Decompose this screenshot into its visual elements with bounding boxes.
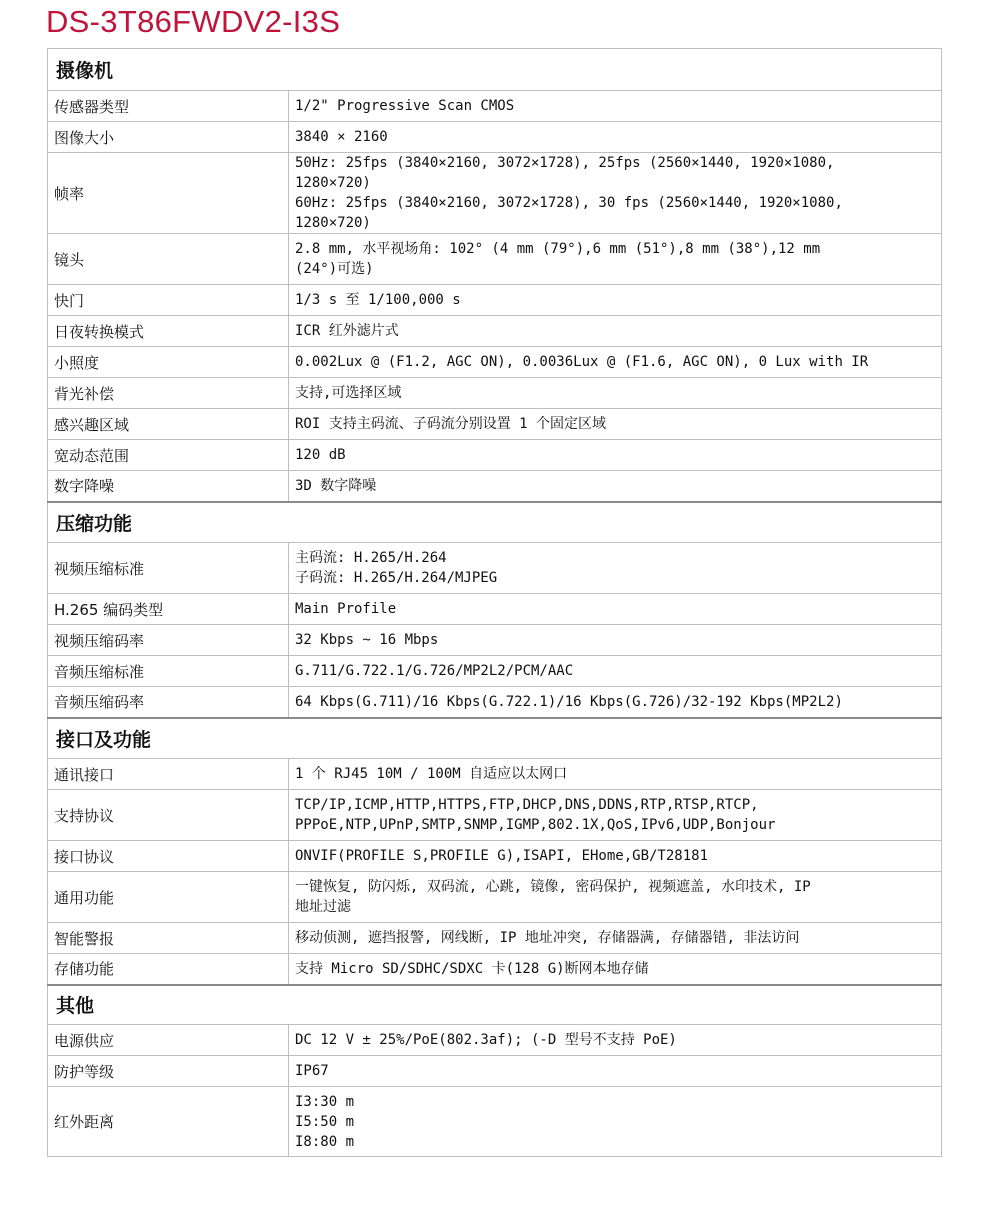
spec-value-line: 1/3 s 至 1/100,000 s xyxy=(295,292,461,308)
spec-value xyxy=(289,1025,942,1056)
spec-row xyxy=(48,153,942,234)
spec-row xyxy=(48,687,942,718)
spec-value-line: I3:30 m xyxy=(295,1093,355,1110)
spec-value-line: PPPoE,NTP,UPnP,SMTP,SNMP,IGMP,802.1X,QoS,IPv6,UDP,Bonjour xyxy=(295,817,776,833)
spec-value-line: 1280×720) xyxy=(295,175,371,191)
spec-row xyxy=(48,316,942,347)
spec-value xyxy=(289,471,942,502)
spec-value-line: TCP/IP,ICMP,HTTP,HTTPS,FTP,DHCP,DNS,DDNS,RTP,RTSP,RTCP, xyxy=(295,797,759,813)
spec-value-line: 120 dB xyxy=(295,447,346,463)
spec-row xyxy=(48,285,942,316)
spec-value-line: I8:80 m xyxy=(295,1133,355,1150)
spec-label: 图像大小 xyxy=(48,122,289,153)
spec-value xyxy=(289,409,942,440)
spec-value-line: ROI 支持主码流、子码流分别设置 1 个固定区域 xyxy=(295,416,606,432)
spec-value-line: 1 个 RJ45 10M / 100M 自适应以太网口 xyxy=(295,766,568,782)
spec-value-line: Main Profile xyxy=(295,601,397,617)
spec-label: 存储功能 xyxy=(48,954,289,985)
spec-label: 快门 xyxy=(48,285,289,316)
spec-value xyxy=(289,234,942,285)
spec-value-line: 地址过滤 xyxy=(295,899,351,915)
spec-label: 红外距离 xyxy=(48,1087,289,1157)
spec-row xyxy=(48,378,942,409)
spec-label: 日夜转换模式 xyxy=(48,316,289,347)
spec-row xyxy=(48,872,942,923)
spec-value-line: 3D 数字降噪 xyxy=(295,477,377,494)
spec-value xyxy=(289,841,942,872)
spec-value xyxy=(289,440,942,471)
spec-row xyxy=(48,625,942,656)
spec-label: 感兴趣区域 xyxy=(48,409,289,440)
spec-row xyxy=(48,122,942,153)
spec-row xyxy=(48,409,942,440)
spec-row xyxy=(48,440,942,471)
spec-value-line: 支持 Micro SD/SDHC/SDXC 卡(128 G)断网本地存储 xyxy=(295,960,649,977)
spec-value-line: 子码流: H.265/H.264/MJPEG xyxy=(295,570,498,586)
spec-value xyxy=(289,122,942,153)
spec-value-line: DC 12 V ± 25%/PoE(802.3af); (-D 型号不支持 PoE) xyxy=(295,1032,677,1048)
section-header xyxy=(48,985,942,1025)
spec-value xyxy=(289,687,942,718)
spec-label: 音频压缩标准 xyxy=(48,656,289,687)
spec-row xyxy=(48,234,942,285)
spec-value-line: 0.002Lux @ (F1.2, AGC ON), 0.0036Lux @ (F1.6, AGC ON), 0 Lux with IR xyxy=(295,354,869,370)
spec-row xyxy=(48,1087,942,1157)
section-header xyxy=(48,718,942,759)
spec-label: 通讯接口 xyxy=(48,759,289,790)
spec-value-line: IP67 xyxy=(295,1063,329,1079)
spec-value-line: 50Hz: 25fps (3840×2160, 3072×1728), 25fps (2560×1440, 1920×1080, xyxy=(295,155,835,171)
spec-value-line: ONVIF(PROFILE S,PROFILE G),ISAPI, EHome,GB/T28181 xyxy=(295,848,709,864)
spec-row xyxy=(48,759,942,790)
spec-label: 电源供应 xyxy=(48,1025,289,1056)
spec-row xyxy=(48,923,942,954)
spec-value xyxy=(289,543,942,594)
section-title: 摄像机 xyxy=(48,49,942,91)
spec-value-line: 一键恢复, 防闪烁, 双码流, 心跳, 镜像, 密码保护, 视频遮盖, 水印技术, IP xyxy=(295,879,811,895)
spec-row xyxy=(48,91,942,122)
spec-row xyxy=(48,841,942,872)
spec-value xyxy=(289,923,942,954)
spec-value-line: 移动侦测, 遮挡报警, 网线断, IP 地址冲突, 存储器满, 存储器错, 非法访问 xyxy=(295,930,800,946)
spec-value xyxy=(289,790,942,841)
section-title: 其他 xyxy=(48,985,942,1025)
spec-label: 智能警报 xyxy=(48,923,289,954)
section-header xyxy=(48,49,942,91)
spec-value xyxy=(289,872,942,923)
spec-row xyxy=(48,790,942,841)
spec-value-line: 支持,可选择区域 xyxy=(295,385,402,401)
spec-label: 视频压缩标准 xyxy=(48,543,289,594)
spec-label: 接口协议 xyxy=(48,841,289,872)
spec-label: 小照度 xyxy=(48,347,289,378)
spec-row xyxy=(48,594,942,625)
spec-value-line: 3840 × 2160 xyxy=(295,129,388,145)
spec-value-line: 64 Kbps(G.711)/16 Kbps(G.722.1)/16 Kbps(G.726)/32-192 Kbps(MP2L2) xyxy=(295,693,843,710)
spec-row xyxy=(48,954,942,985)
spec-value xyxy=(289,378,942,409)
spec-row xyxy=(48,543,942,594)
spec-value xyxy=(289,625,942,656)
spec-value xyxy=(289,954,942,985)
spec-value xyxy=(289,316,942,347)
spec-row xyxy=(48,347,942,378)
spec-label: 支持协议 xyxy=(48,790,289,841)
spec-value xyxy=(289,347,942,378)
spec-value xyxy=(289,594,942,625)
spec-label: 防护等级 xyxy=(48,1056,289,1087)
spec-label: 帧率 xyxy=(48,153,289,234)
spec-value-line: 32 Kbps ~ 16 Mbps xyxy=(295,632,439,648)
spec-value xyxy=(289,656,942,687)
spec-value xyxy=(289,759,942,790)
product-title: DS-3T86FWDV2-I3S xyxy=(46,4,341,39)
spec-value-line: I5:50 m xyxy=(295,1113,355,1130)
spec-label: H.265 编码类型 xyxy=(48,594,289,625)
spec-value xyxy=(289,91,942,122)
spec-label: 镜头 xyxy=(48,234,289,285)
spec-table xyxy=(47,48,942,1157)
spec-label: 通用功能 xyxy=(48,872,289,923)
spec-value xyxy=(289,1056,942,1087)
spec-value-line: 1/2" Progressive Scan CMOS xyxy=(295,98,515,114)
spec-value xyxy=(289,1087,942,1157)
spec-label: 宽动态范围 xyxy=(48,440,289,471)
spec-label: 背光补偿 xyxy=(48,378,289,409)
spec-value-line: (24°)可选) xyxy=(295,261,374,277)
spec-row xyxy=(48,471,942,502)
spec-label: 视频压缩码率 xyxy=(48,625,289,656)
spec-label: 数字降噪 xyxy=(48,471,289,502)
section-title: 压缩功能 xyxy=(48,502,942,543)
spec-label: 音频压缩码率 xyxy=(48,687,289,718)
spec-value-line: 主码流: H.265/H.264 xyxy=(295,550,447,566)
section-title: 接口及功能 xyxy=(48,718,942,759)
spec-value-line: ICR 红外滤片式 xyxy=(295,323,399,339)
spec-value-line: 1280×720) xyxy=(295,215,371,231)
spec-row xyxy=(48,1056,942,1087)
spec-value-line: 2.8 mm, 水平视场角: 102° (4 mm (79°),6 mm (51°),8 mm (38°),12 mm xyxy=(295,241,821,257)
spec-value-line: 60Hz: 25fps (3840×2160, 3072×1728), 30 fps (2560×1440, 1920×1080, xyxy=(295,195,843,211)
spec-row xyxy=(48,656,942,687)
spec-label: 传感器类型 xyxy=(48,91,289,122)
spec-value-line: G.711/G.722.1/G.726/MP2L2/PCM/AAC xyxy=(295,663,574,679)
spec-value xyxy=(289,153,942,234)
spec-value xyxy=(289,285,942,316)
spec-row xyxy=(48,1025,942,1056)
section-header xyxy=(48,502,942,543)
